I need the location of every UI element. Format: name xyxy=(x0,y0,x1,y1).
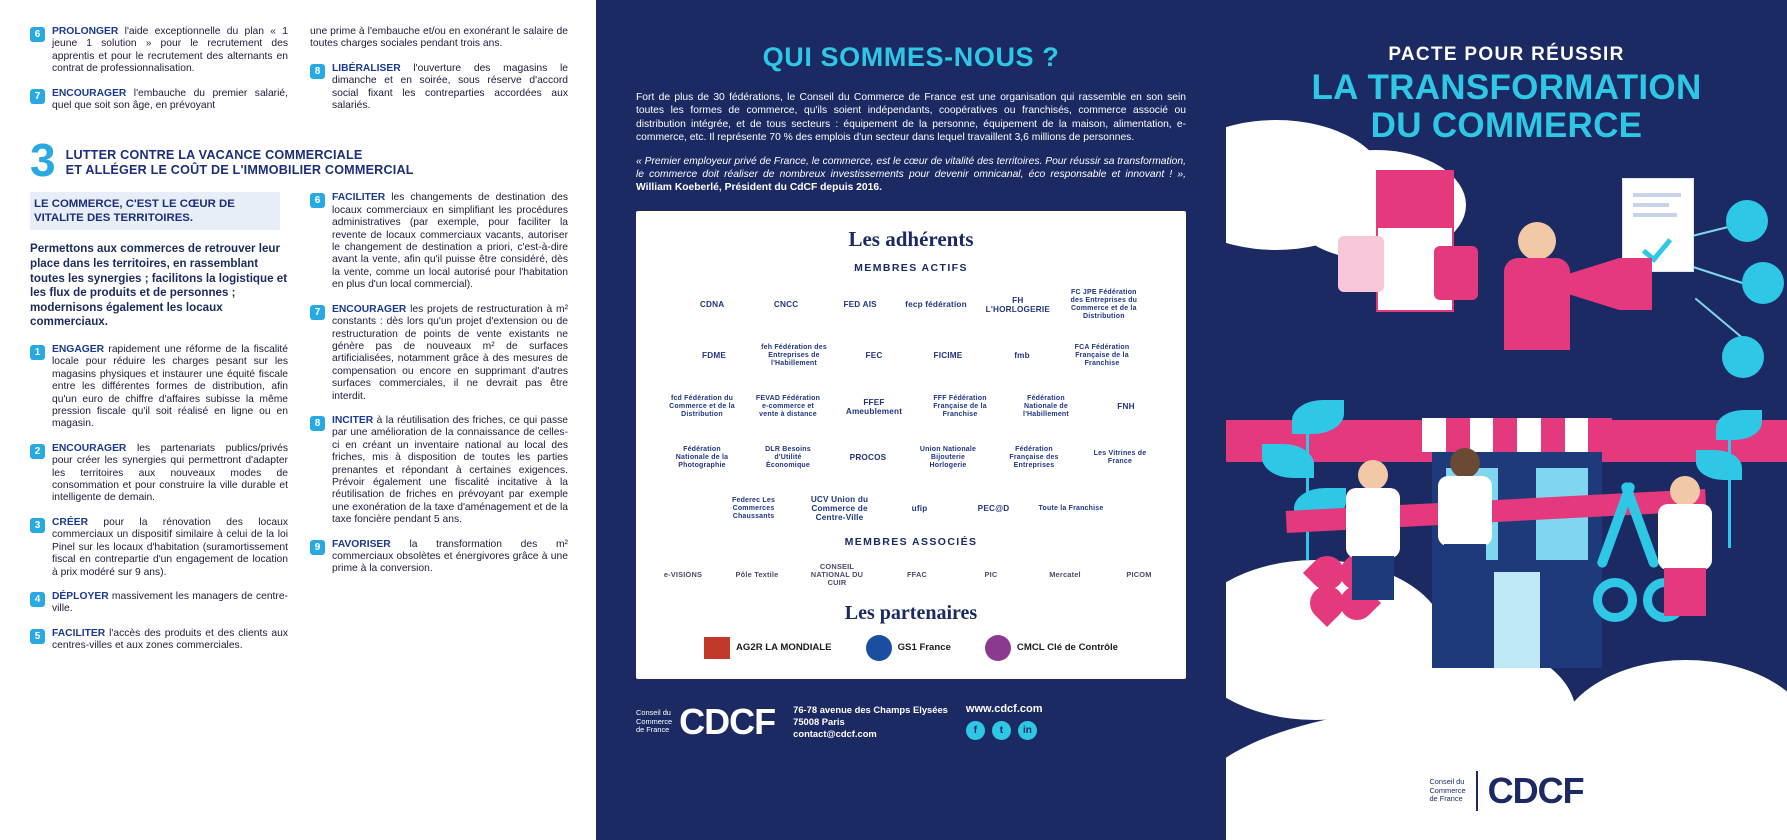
members-card xyxy=(636,211,1186,679)
cmcl-logo-icon xyxy=(985,635,1011,661)
person-head xyxy=(1450,448,1480,478)
member-logo: Pôle Textile xyxy=(726,558,788,592)
member-logo: UCV Union du Commerce de Centre-Ville xyxy=(803,488,877,530)
plant-stem xyxy=(1728,418,1731,548)
linkedin-icon[interactable]: in xyxy=(1018,721,1037,740)
member-logo: CNCC xyxy=(755,284,817,326)
item-text xyxy=(332,304,568,403)
cover-footer-logo xyxy=(1226,770,1787,812)
member-logo: PICOM xyxy=(1108,558,1170,592)
list-item xyxy=(30,591,288,616)
item-number: 9 xyxy=(310,540,325,555)
member-logo: ufip xyxy=(889,488,951,530)
member-logo: fmb xyxy=(991,335,1053,377)
item-body: la transformation des m² commerciaux obsolètes et énergivores grâce à une prime à la conversion. xyxy=(332,538,568,575)
doc-line xyxy=(1633,213,1677,217)
social-links xyxy=(966,721,1043,740)
brand-line-1: Conseil du xyxy=(636,707,671,717)
item-number: 2 xyxy=(30,444,45,459)
member-logo: FCA Fédération Française de la Franchise xyxy=(1065,335,1139,377)
center-title: QUI SOMMES-NOUS ? xyxy=(762,42,1060,72)
partner-item xyxy=(866,635,951,661)
list-item xyxy=(310,192,568,291)
member-logo: Toute la Franchise xyxy=(1037,488,1106,530)
awning-stripe xyxy=(1541,418,1565,452)
shopping-bag-icon xyxy=(1338,236,1384,292)
member-logo: Fédération Française des Entreprises xyxy=(997,437,1071,479)
member-logo: fcd Fédération du Commerce et de la Distribution xyxy=(665,386,739,428)
section-column-right xyxy=(310,192,568,664)
item-lead: ENGAGER xyxy=(52,344,105,355)
center-footer xyxy=(636,701,1186,743)
item-number: 6 xyxy=(310,193,325,208)
item-body: l'ouverture des magasins le dimanche et en soirée, sous réserve d'accord social fixant les contreparties accordées aux salariés. xyxy=(332,62,568,112)
partner-label: CMCL Clé de Contrôle xyxy=(1016,642,1119,654)
item-text xyxy=(52,88,288,113)
cover-pretitle: PACTE POUR RÉUSSIR xyxy=(1388,44,1625,65)
list-item xyxy=(310,415,568,527)
brand-line-1: Conseil du xyxy=(1429,777,1465,787)
members-card-title: Les adhérents xyxy=(848,226,974,251)
member-logo: Federec Les Commerces Chaussants xyxy=(717,488,791,530)
person-body xyxy=(1658,504,1712,570)
member-logo: fecp fédération xyxy=(903,284,969,326)
plant-stem xyxy=(1306,410,1309,560)
item-text xyxy=(52,26,288,76)
brand-line-3: de France xyxy=(1429,794,1463,804)
item-number: 3 xyxy=(30,518,45,533)
item-text xyxy=(332,539,568,576)
item-text xyxy=(52,591,288,616)
item-text xyxy=(310,26,568,51)
cdcf-wordmark: CDCF xyxy=(1487,770,1584,811)
cover-title xyxy=(1226,69,1787,145)
awning-stripe xyxy=(1446,418,1470,452)
contact-email[interactable]: contact@cdcf.com xyxy=(793,727,877,739)
gs1-logo-icon xyxy=(866,635,892,661)
member-logo: FC JPE Fédération des Entreprises du Commerce et de la Distribution xyxy=(1067,284,1141,326)
member-logo: FFAC xyxy=(886,558,948,592)
member-logo: PEC@D xyxy=(963,488,1025,530)
awning-stripe xyxy=(1517,418,1541,452)
member-logo: FICIME xyxy=(917,335,979,377)
section-title-line1: LUTTER CONTRE LA VACANCE COMMERCIALE xyxy=(65,148,363,163)
person-body xyxy=(1438,476,1492,546)
cdcf-logo-subtext xyxy=(1429,778,1465,804)
person-illustration xyxy=(1494,222,1580,352)
shop-door xyxy=(1494,572,1540,668)
item-lead: ENCOURAGER xyxy=(332,303,407,315)
item-number: 8 xyxy=(310,416,325,431)
list-item xyxy=(30,628,288,653)
members-assoc-subtitle: MEMBRES ASSOCIÉS xyxy=(844,535,978,548)
section-column-left xyxy=(30,192,288,664)
awning xyxy=(1422,418,1612,452)
member-logo: Fédération Nationale de la Photographie xyxy=(665,437,739,479)
center-quote xyxy=(636,155,1186,195)
website-link[interactable]: www.cdcf.com xyxy=(965,703,1043,716)
item-lead: FAVORISER xyxy=(332,538,391,550)
highlight-box: LE COMMERCE, C'EST LE CŒUR DE VITALITE DES TERRITOIRES. xyxy=(30,192,280,230)
awning-stripe xyxy=(1422,418,1446,452)
person-head xyxy=(1518,222,1556,260)
item-lead: ENCOURAGER xyxy=(52,87,127,99)
item-text xyxy=(332,63,568,113)
partner-item xyxy=(704,637,832,659)
item-text xyxy=(332,192,568,291)
member-logo: PIC xyxy=(960,558,1022,592)
item-number: 4 xyxy=(30,592,45,607)
item-body: massivement les managers de centre-ville. xyxy=(52,590,288,615)
person-head xyxy=(1358,460,1388,490)
web-block xyxy=(966,703,1043,740)
top-column-1 xyxy=(30,26,288,124)
doc-line xyxy=(1633,203,1669,207)
list-item xyxy=(30,517,288,579)
item-number: 8 xyxy=(310,64,325,79)
document-card-illustration xyxy=(1622,178,1694,272)
person-legs xyxy=(1444,544,1486,596)
scissor-ring xyxy=(1593,578,1637,622)
member-logo: CONSEIL NATIONAL DU CUIR xyxy=(800,558,874,592)
leaf xyxy=(1292,400,1344,434)
section-columns xyxy=(30,192,574,664)
right-panel xyxy=(1226,0,1787,840)
item-text xyxy=(52,517,288,579)
item-body: une prime à l'embauche et/ou en exonérant le salaire de toutes charges sociales pendant trois ans. xyxy=(310,26,568,50)
member-logo: FNH xyxy=(1095,386,1157,428)
member-logo: e-VISIONS xyxy=(652,558,714,592)
awning-stripe xyxy=(1470,418,1494,452)
item-text xyxy=(52,628,288,653)
item-lead: FACILITER xyxy=(52,627,106,639)
person-illustration xyxy=(1650,476,1720,616)
item-body: les partenariats publics/privés pour créer les synergies qui permettront d'adapter les territoires aux nouveaux modes de consommation et pour construire la ville durable et intelligente de demain. xyxy=(52,442,288,504)
member-logo: FEC xyxy=(843,335,905,377)
person-illustration xyxy=(1338,460,1408,600)
cdcf-wordmark: CDCF xyxy=(679,700,776,742)
shop-shelf-illustration xyxy=(1376,170,1454,226)
cdcf-logo xyxy=(636,701,775,743)
member-logo: Mercatel xyxy=(1034,558,1096,592)
partner-label: AG2R LA MONDIALE xyxy=(735,642,832,654)
avatar xyxy=(1742,262,1784,304)
section-title-line2: ET ALLÉGER LE COÛT DE L'IMMOBILIER COMMERCIAL xyxy=(65,163,414,178)
person-body xyxy=(1504,258,1570,350)
intro-paragraph: Permettons aux commerces de retrouver leur place dans les territoires, en rassemblant toutes les synergies ; facilitons la logistique et les flux de produits et de personnes ; modernisons également les locaux commerciaux. xyxy=(30,242,288,329)
member-logo: feh Fédération des Entreprises de l'Habillement xyxy=(757,335,831,377)
awning-stripe xyxy=(1588,418,1612,452)
member-logo: FED AIS xyxy=(829,284,891,326)
awning-stripe xyxy=(1493,418,1517,452)
item-lead: DÉPLOYER xyxy=(52,590,109,602)
list-item xyxy=(30,26,288,76)
item-lead: LIBÉRALISER xyxy=(332,62,401,74)
person-body xyxy=(1346,488,1400,558)
item-lead: ENCOURAGER xyxy=(52,442,127,454)
leaf xyxy=(1716,410,1762,440)
item-body: rapidement une réforme de la fiscalité locale pour réduire les charges pesant sur les magasins physiques et instaurer une équité fiscale entre les différentes formes de distribution, afin qu'un euro de chiffre d'affaires subisse la même pression fiscale qu'il soit réalisé en ligne ou en magasin. xyxy=(52,344,288,430)
brand-line-2: Commerce xyxy=(636,716,673,726)
partners-title: Les partenaires xyxy=(844,601,978,624)
member-logo: Union Nationale Bijouterie Horlogerie xyxy=(911,437,985,479)
item-number: 5 xyxy=(30,629,45,644)
center-body: Fort de plus de 30 fédérations, le Conseil du Commerce de France est une organisation qui rassemble en son sein toutes les formes de commerce, qu'ils soient indépendants, coopératives ou franchisés, commerce associé ou distribution intégrée, et de tous secteurs : équipement de la personne, équipement de la maison, alimentation, e-commerce, etc. Il représente 70 % des emplois d'un secteur dans lequel travaillent 3,6 millions de personnes. xyxy=(636,92,1186,144)
members-active-subtitle: MEMBRES ACTIFS xyxy=(854,261,968,274)
member-logo: PROCOS xyxy=(837,437,899,479)
member-logo: FFF Fédération Française de la Franchise xyxy=(923,386,997,428)
item-lead: FACILITER xyxy=(332,192,386,204)
partner-item xyxy=(985,635,1118,661)
item-body: l'accès des produits et des clients aux centres-villes et aux zones commerciales. xyxy=(52,627,288,652)
item-body: à la réutilisation des friches, ce qui passe par une amélioration de la connaissance de celles-ci en créant un inventaire national au local des friches, mis à disposition de toutes les parties prenantes et répondant à certaines exigences. Prévoir également une fiscalité incitative à la réutilisation de friches en prévoyant par exemple une exonération de la taxe d'aménagement et de la taxe foncière pendant 5 ans. xyxy=(332,414,568,526)
twitter-icon[interactable]: t xyxy=(992,721,1011,740)
center-panel xyxy=(596,0,1226,840)
avatar xyxy=(1722,336,1764,378)
member-logo: FH L'HORLOGERIE xyxy=(981,284,1055,326)
item-body: les changements de destination des locaux commerciaux en simplifiant les procédures administratives (par exemple, pour faciliter la revente de locaux commerciaux vacants, autoriser le changement de destination a priori, c'est-à-dire avant la vente, afin qu'il puisse être considéré, dès la vente, comme un local autorisé pour l'habitation en plus d'un local commercial). xyxy=(332,192,568,291)
list-item xyxy=(310,63,568,113)
item-text xyxy=(52,443,288,505)
item-body: pour la rénovation des locaux commerciaux un dispositif similaire à celui de la loi Pinel sur les locaux d'habitation (suramortissement fiscal en contrepartie d'un engagement de location à prix modéré sur 9 ans). xyxy=(52,516,288,578)
member-logo: FFEF Ameublement xyxy=(837,386,911,428)
cdcf-logo-subtext xyxy=(636,709,672,735)
ag2r-logo-icon xyxy=(704,637,730,659)
item-body: l'aide exceptionnelle du plan « 1 jeune 1 solution » pour le recrutement des apprentis et pour le recrutement des alternants en contrat de professionnalisation. xyxy=(52,26,288,75)
top-columns xyxy=(30,26,574,124)
doc-line xyxy=(1633,193,1681,197)
item-number: 1 xyxy=(30,345,45,360)
list-item xyxy=(30,88,288,113)
cover-title-line-1: LA TRANSFORMATION xyxy=(1311,68,1702,107)
member-logo: FDME xyxy=(683,335,745,377)
contact-address xyxy=(793,704,948,740)
address-line-2: 75008 Paris xyxy=(793,715,845,727)
brand-line-2: Commerce xyxy=(1429,785,1466,795)
list-item xyxy=(30,344,288,431)
address-line-1: 76-78 avenue des Champs Elysées xyxy=(793,703,948,715)
list-item xyxy=(310,26,568,51)
item-body: les projets de restructuration à m² constants : dès lors qu'un projet d'extension ou de restructuration de points de vente existants ne génère pas de nouveaux m² de surfaces artificialisées, notamment grâce à des mesures de compensation ou encore en supprimant d'autres surfaces commerciales, il ne devrait pas être interdit. xyxy=(332,303,568,402)
facebook-icon[interactable]: f xyxy=(966,721,985,740)
item-number: 7 xyxy=(310,305,325,320)
cover-title-line-2: DU COMMERCE xyxy=(1370,106,1643,145)
item-text xyxy=(52,344,288,431)
section-title xyxy=(66,142,414,178)
shopping-bag-icon xyxy=(1434,246,1478,300)
section-number: 3 xyxy=(30,134,56,187)
members-assoc-grid xyxy=(652,558,1170,592)
members-active-grid xyxy=(652,284,1170,530)
item-lead: INCITER xyxy=(332,414,374,426)
item-lead: CRÉER xyxy=(52,516,89,528)
item-body: l'embauche du premier salarié, quel que soit son âge, en prévoyant xyxy=(52,87,288,112)
person-illustration xyxy=(1430,448,1500,598)
top-column-2 xyxy=(310,26,568,124)
partners-row xyxy=(652,635,1170,661)
list-item xyxy=(30,443,288,505)
member-logo: DLR Besoins d'Utilité Économique xyxy=(751,437,825,479)
logo-divider xyxy=(1476,771,1478,811)
awning-stripe xyxy=(1565,418,1589,452)
section-heading xyxy=(30,134,574,187)
item-lead: PROLONGER xyxy=(52,26,119,37)
item-number: 6 xyxy=(30,27,45,42)
member-logo: FEVAD Fédération e-commerce et vente à distance xyxy=(751,386,825,428)
person-legs xyxy=(1664,568,1706,616)
list-item xyxy=(310,539,568,576)
person-head xyxy=(1670,476,1700,506)
member-logo: Fédération Nationale de l'Habillement xyxy=(1009,386,1083,428)
item-number: 7 xyxy=(30,89,45,104)
cover-title-block xyxy=(1226,44,1787,145)
brand-line-3: de France xyxy=(636,725,670,735)
member-logo: CDNA xyxy=(681,284,743,326)
list-item xyxy=(310,304,568,403)
item-text xyxy=(332,415,568,527)
person-legs xyxy=(1352,556,1394,600)
quote-text: « Premier employeur privé de France, le commerce, est le cœur de vitalité des territoires. Pour réussir sa transformation, le commerce doit réaliser de nombreux investissements pour devenir omnicanal, éco responsable et innovant ! », xyxy=(636,155,1186,181)
avatar xyxy=(1726,200,1768,242)
quote-author: William Koeberlé, Président du CdCF depuis 2016. xyxy=(636,182,882,194)
left-panel xyxy=(0,0,596,840)
member-logo: Les Vitrines de France xyxy=(1083,437,1157,479)
partner-label: GS1 France xyxy=(897,642,951,654)
